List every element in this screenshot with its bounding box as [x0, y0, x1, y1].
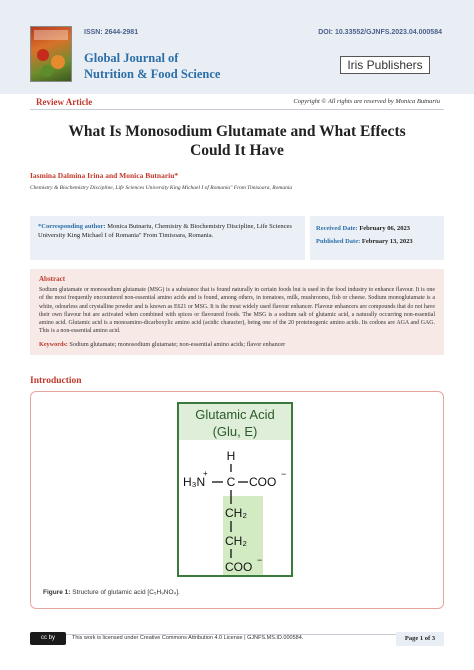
- doi-link[interactable]: DOI: 10.33552/GJNFS.2023.04.000584: [318, 29, 442, 36]
- glutamic-acid-structure-image: [177, 402, 293, 577]
- received-date-value: February 06, 2023: [359, 225, 411, 232]
- plus-charge: +: [203, 469, 208, 478]
- figure-caption-text: Structure of glutamic acid [C₅H₉NO₄].: [72, 589, 180, 596]
- cc-by-license-icon[interactable]: cc by: [30, 632, 66, 645]
- published-date-value: February 13, 2023: [361, 238, 413, 245]
- authors: Iasmina Dalmina Irina and Monica Butnariu*: [30, 171, 179, 180]
- alpha-carbon: C: [226, 475, 236, 489]
- side-chain-carboxylate: COO: [225, 560, 253, 574]
- abstract-text: Sodium glutamate or monosodium glutamate (MSG) is a substance that is found naturally in certain foods but is used in the food industry to enhance flavour. It is one of the most frequently encountered non-essential amino acids and is found, among others, in tomatoes, milk, mushrooms, fish or cheese. Sodium monoglutamate is a white, odourless and crystalline powder and is known as E621 or MSG. It is the most widely used flavour enhancer. Flavour enhancers are compounds that do not have their own flavour but are activated when combined with spices or flavoured foods. The MSG is a sodium salt of glutamic acid, a naturally occurring non-essential amino acid. Glutamic acid is a monoamino-dicarboxylic amino acid (acidic character), being one of the 20 proteinogenic amino acids. Its codons are AGA and GAG. This is a non-essential amino acid.: [39, 287, 435, 335]
- keywords: [39, 341, 285, 348]
- article-title-line2: Could It Have: [190, 142, 284, 159]
- article-title: [40, 122, 434, 160]
- copyright-notice: Copyright © All rights are reserved by Monica Butnariu: [293, 98, 440, 105]
- figure-caption: [43, 589, 180, 596]
- cover-title-band: [34, 30, 68, 40]
- side-chain-minus-charge: −: [257, 555, 263, 565]
- affiliation: Chemistry & Biochemistry Discipline, Life Sciences University King Michael I of Romania" From Timisoara, Romania: [30, 185, 293, 191]
- page-number: Page 1 of 3: [396, 632, 444, 646]
- keywords-label: Keywords:: [39, 341, 68, 348]
- minus-charge: −: [281, 469, 287, 479]
- dates-box: [310, 216, 444, 260]
- ch2-group-2: CH₂: [225, 534, 247, 548]
- abstract-heading: Abstract: [39, 275, 66, 283]
- ch2-group-1: CH₂: [225, 506, 247, 520]
- corresponding-author-label: *Corresponding author:: [38, 223, 106, 230]
- cover-fruit-orange: [51, 55, 65, 69]
- header-divider: [30, 109, 444, 110]
- article-type: Review Article: [36, 97, 93, 107]
- figure-title-1: Glutamic Acid: [195, 407, 275, 422]
- corresponding-author-box: [30, 216, 305, 260]
- issn: ISSN: 2644-2981: [84, 29, 139, 36]
- cover-fruit-red: [37, 49, 49, 61]
- glutamic-acid-diagram: [179, 404, 291, 575]
- keywords-text: Sodium glutamate; monosodium glutamate; non-essential amino acids; flavor enhancer: [69, 341, 286, 348]
- figure-title-2: (Glu, E): [212, 424, 258, 439]
- journal-title: [84, 50, 220, 82]
- cover-fruit-green: [41, 65, 53, 77]
- publisher-logo: Iris Publishers: [340, 56, 430, 74]
- license-text: This work is licensed under Creative Commons Attribution 4.0 License | GJNFS.MS.ID.000584.: [72, 635, 304, 641]
- figure-1: [30, 391, 444, 609]
- figure-caption-label: Figure 1:: [43, 589, 71, 596]
- published-date-label: Published Date:: [316, 238, 361, 245]
- corresponding-author-text: Monica Butnariu, Chemistry & Biochemistry Discipline, Life Sciences University King Michael I of Romania" From Timisoara, Romania.: [38, 223, 292, 239]
- amino-group: H₃N: [183, 475, 206, 489]
- received-date-label: Received Date:: [316, 225, 358, 232]
- journal-cover-image: [30, 26, 72, 82]
- journal-title-line1: Global Journal of: [84, 51, 179, 65]
- article-title-line1: What Is Monosodium Glutamate and What Effects: [68, 123, 406, 140]
- carboxylate-group: COO: [249, 475, 277, 489]
- top-hydrogen: H: [226, 449, 236, 463]
- introduction-heading: Introduction: [30, 376, 82, 386]
- journal-title-line2: Nutrition & Food Science: [84, 67, 221, 81]
